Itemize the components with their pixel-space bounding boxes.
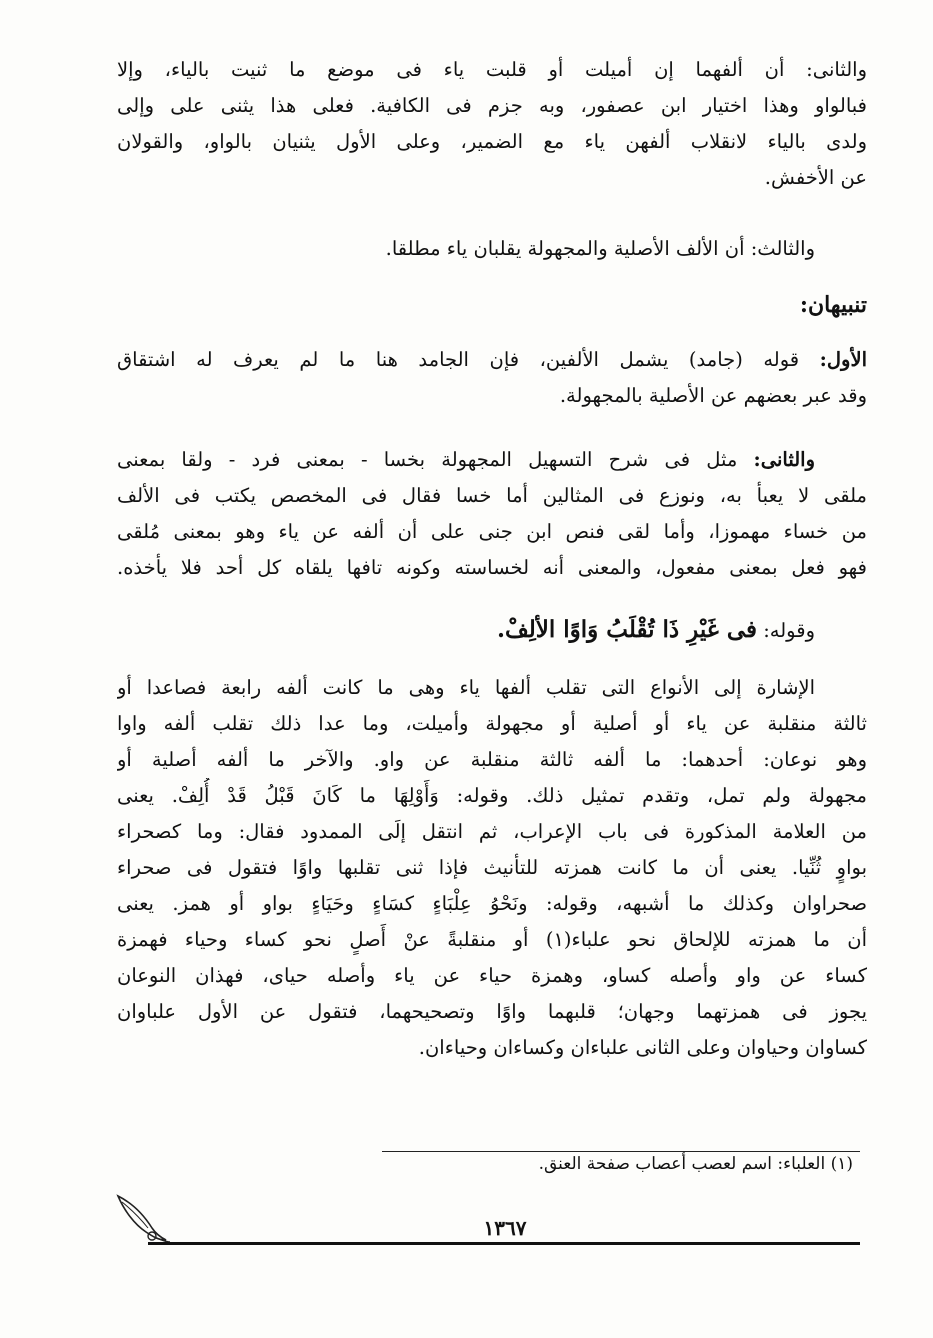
text-line: أن ما همزته للإلحاق نحو علباء(١) أو منقلبةً عنْ أَصلٍ نحو كساء وحياء فهمزة bbox=[117, 928, 867, 951]
heading-text: تنبيهان: bbox=[799, 292, 867, 318]
text-line: يجوز فى همزتهما وجهان؛ قلبهما واوًا وتصحيحهما، فتقول عن الأول علباوان bbox=[117, 1000, 867, 1023]
text-line: صحراوان وكذلك ما أشبهه، وقوله: ونَحْوُ عِلْبَاءٍ كسَاءٍ وحَيَاءٍ بواو أو همز. يعنى bbox=[117, 892, 867, 915]
paragraph-1 bbox=[117, 52, 867, 196]
paragraph-5 bbox=[117, 612, 867, 649]
text-line: ثالثة منقلبة عن ياء أو أصلية أو مجهولة وأميلت، وما عدا ذلك تقلب ألفه واوا bbox=[117, 712, 867, 735]
text-line: كساوان وحياوان وعلى الثانى علباءان وكساءان وحياءان. bbox=[418, 1036, 867, 1059]
text-line: بواوٍ ثُنِّيا. يعنى أن ما كانت همزته للتأنيث فإذا ثنى تقلبها واوًا فتقول فى صحراء bbox=[117, 856, 867, 879]
text-line: ملقى لا يعبأ به، ونوزع فى المثالين أما خسا فقال فى المخصص يكتب فى الألف bbox=[117, 484, 867, 507]
text-line: ولدى بالياء لانقلاب ألفهن ياء مع الضمير، وعلى الأول يثنيان بالواو، والقولان bbox=[117, 130, 867, 153]
paragraph-lead: والثانى: bbox=[753, 448, 815, 471]
text-run: قوله (جامد) يشمل الألفين، فإن الجامد هنا ما لم يعرف له اشتقاق bbox=[117, 348, 800, 371]
text-line bbox=[117, 442, 867, 478]
section-heading bbox=[117, 287, 867, 323]
text-line: من العلامة المذكورة فى باب الإعراب، ثم انتقل إلَى الممدود فقال: وما كصحراء bbox=[117, 820, 867, 843]
text-line: الإشارة إلى الأنواع التى تقلب ألفها ياء وهى ما كانت ألفه رابعة فصاعدا أو bbox=[117, 676, 815, 699]
text-line: وهو نوعان: أحدهما: ما ألفه ثالثة منقلبة عن واو. والآخر ما ألفه أصلية أو bbox=[117, 748, 867, 771]
text-run: وقوله: bbox=[763, 619, 815, 642]
text-line: عن الأخفش. bbox=[764, 166, 867, 189]
text-line: والثالث: أن الألف الأصلية والمجهولة يقلبان ياء مطلقا. bbox=[385, 237, 815, 260]
paragraph-3 bbox=[117, 342, 867, 414]
text-line: من خساء مهموزا، وأما لقى فنص ابن جنى على أن ألفه عن ياء وهو بمعنى مُلقى bbox=[117, 520, 867, 543]
paragraph-6 bbox=[117, 670, 867, 1066]
text-line: فهو فعل بمعنى مفعول، والمعنى أنه لخساسته وكونه تافها يلقاه كل أحد فلا يأخذه. bbox=[117, 556, 867, 579]
paragraph-2 bbox=[117, 231, 867, 267]
text-run: مثل فى شرح التسهيل المجهولة بخسا - بمعنى فرد - ولقا بمعنى bbox=[117, 448, 738, 471]
text-line: وقد عبر بعضهم عن الأصلية بالمجهولة. bbox=[559, 384, 867, 407]
text-line bbox=[117, 612, 867, 649]
verse-quote: فى غَيْرِ ذَا تُقْلَبُ وَاوًا الألِفْ. bbox=[496, 616, 758, 643]
paragraph-4 bbox=[117, 442, 867, 586]
text-line: كساء عن واو وأصله كساو، وهمزة حياء عن ياء وأصله حياى، فهذان النوعان bbox=[117, 964, 867, 987]
text-line: فبالواو وهذا اختيار ابن عصفور، وبه جزم فى الكافية. فعلى هذا يثنى على وإلى bbox=[117, 94, 867, 117]
text-line: مجهولة ولم تمل، وتقدم تمثيل ذلك. وقوله: وَأَوْلِهَا ما كَانَ قَبْلُ قَدْ أُلِفْ. يعنى bbox=[117, 784, 867, 807]
paragraph-lead: الأول: bbox=[819, 348, 867, 371]
quill-icon bbox=[112, 1188, 172, 1248]
text-line bbox=[117, 342, 867, 378]
page-number: ١٣٦٧ bbox=[483, 1216, 527, 1240]
text-line: والثانى: أن ألفهما إن أميلت أو قلبت ياء فى موضع ما ثنيت بالياء، وإلا bbox=[117, 58, 867, 81]
footer-rule bbox=[148, 1242, 860, 1245]
footnote: (١) العلباء: اسم لعصب أعصاب صفحة العنق. bbox=[538, 1154, 853, 1174]
footnote-divider bbox=[382, 1151, 860, 1152]
